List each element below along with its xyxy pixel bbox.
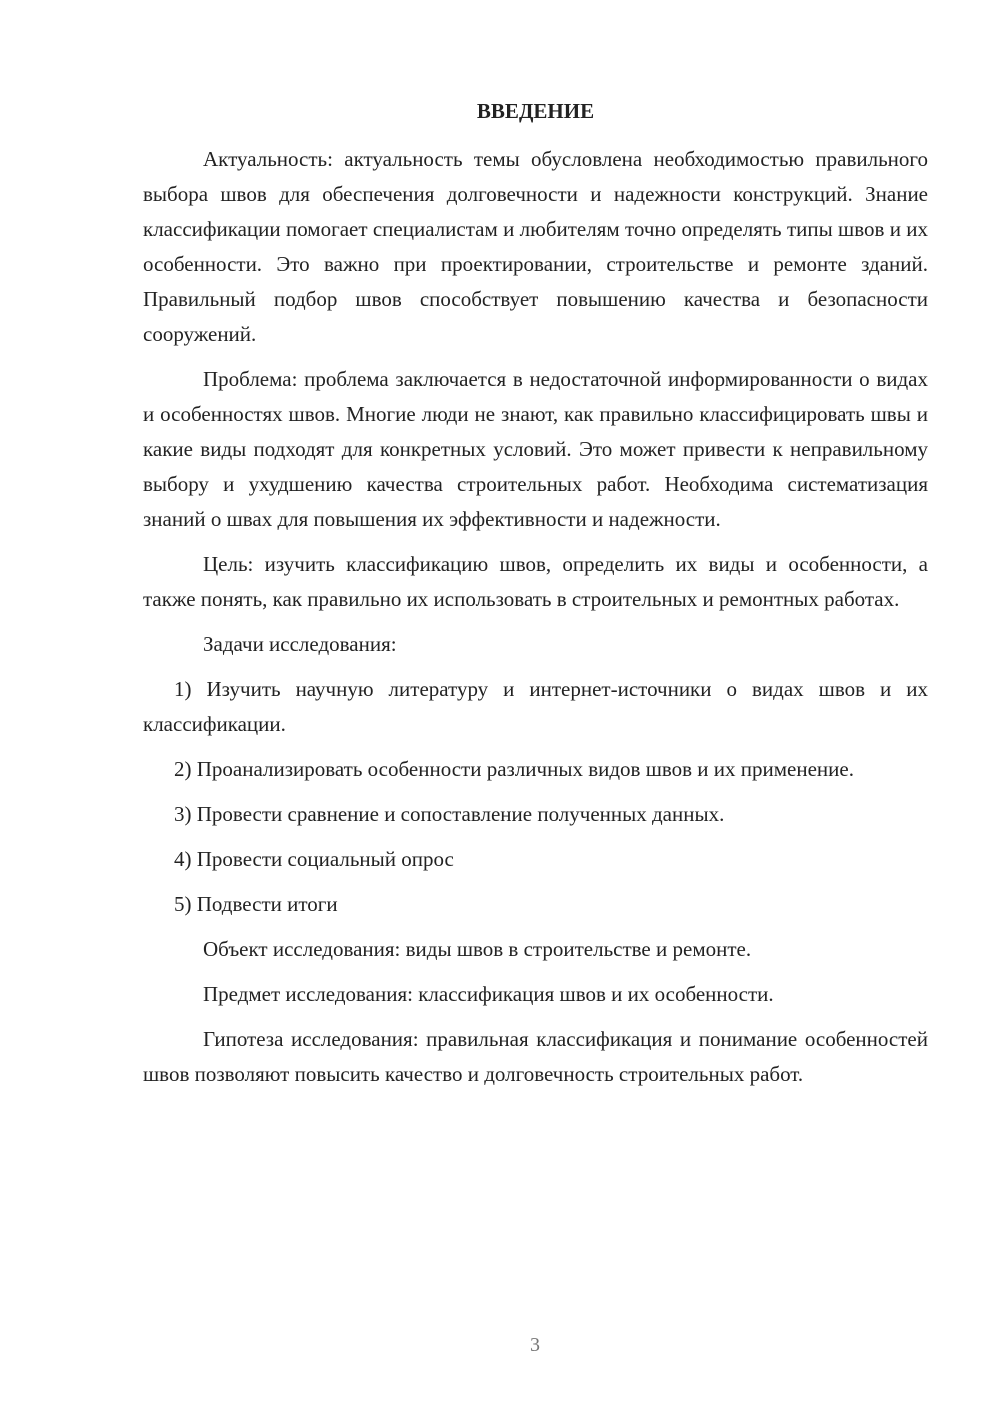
page-title: ВВЕДЕНИЕ xyxy=(476,99,595,123)
relevance-paragraph: Актуальность: актуальность темы обусловлена необходимостью правильного выбора швов для обеспечения долговечности и надежности конструкций. Знание классификации помогает специалистам и любителям точно определять типы швов и их особенности. Это важно при проектировании, строительстве и ремонте зданий. Правильный подбор швов способствует повышению качества и безопасности сооружений. xyxy=(143,147,928,346)
list-item: 2) Проанализировать особенности различных видов швов и их применение. xyxy=(174,757,854,781)
list-item: 3) Провести сравнение и сопоставление полученных данных. xyxy=(174,802,725,826)
page-content xyxy=(143,96,928,1102)
goal-paragraph: Цель: изучить классификацию швов, определить их виды и особенности, а также понять, как правильно их использовать в строительных и ремонтных работах. xyxy=(143,552,928,611)
tasks-heading: Задачи исследования: xyxy=(203,632,397,656)
list-item: 5) Подвести итоги xyxy=(174,892,338,916)
list-item: 1) Изучить научную литературу и интернет-источники о видах швов и их классификации. xyxy=(143,677,928,736)
problem-paragraph: Проблема: проблема заключается в недостаточной информированности о видах и особенностях швов. Многие люди не знают, как правильно классифицировать швы и какие виды подходят для конкретных условий. Это может привести к неправильному выбору и ухудшению качества строительных работ. Необходима систематизация знаний о швах для повышения их эффективности и надежности. xyxy=(143,367,928,531)
subject-paragraph: Предмет исследования: классификация швов и их особенности. xyxy=(203,982,774,1006)
page-number: 3 xyxy=(530,1334,540,1356)
tasks-list xyxy=(143,672,928,922)
hypothesis-paragraph: Гипотеза исследования: правильная классификация и понимание особенностей швов позволяют повысить качество и долговечность строительных работ. xyxy=(143,1027,928,1086)
object-paragraph: Объект исследования: виды швов в строительстве и ремонте. xyxy=(203,937,752,961)
list-item: 4) Провести социальный опрос xyxy=(174,847,454,871)
